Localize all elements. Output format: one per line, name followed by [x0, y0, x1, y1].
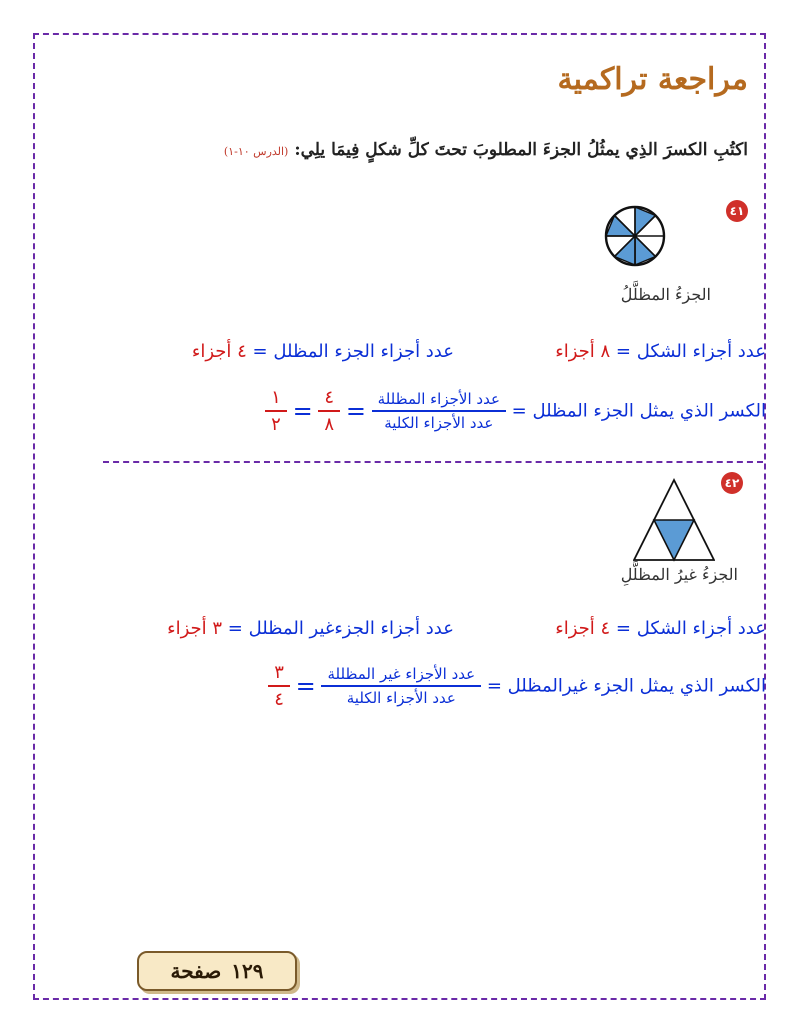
problem-number-badge: ٤٢: [721, 472, 743, 494]
total-parts-line: [555, 341, 766, 362]
part-count-line: [167, 618, 454, 639]
triangle-figure: [633, 477, 715, 563]
problem-number-badge: ٤١: [726, 200, 748, 222]
simplified-fraction: [265, 387, 287, 435]
sector-dividers: [606, 207, 664, 265]
circle-figure: [604, 205, 666, 267]
page-number-box: [137, 951, 297, 991]
fraction-denominator: ٤: [274, 689, 284, 710]
fraction-line: [265, 387, 766, 435]
shaded-triangle: [654, 520, 694, 560]
page-label: صفحة: [170, 959, 222, 983]
equals-sign: =: [292, 397, 313, 425]
fraction-word-numerator: عدد الأجزاء غير المظللة: [321, 665, 481, 687]
total-parts-line: [555, 618, 766, 639]
instruction-text: اكتُبِ الكسرَ الذِي يمثُلُ الجزءَ المطلوبَ تحتَ كلِّ شكلٍ فِيمَا يلِي:: [294, 140, 748, 160]
fraction-word: [372, 390, 506, 432]
total-parts-value: ٨ أجزاء: [555, 341, 611, 362]
fraction-label: الكسر الذي يمثل الجزء غيرالمظلل =: [486, 675, 766, 697]
fraction-word-numerator: عدد الأجزاء المظللة: [372, 390, 506, 412]
part-count-value: ٤ أجزاء: [191, 341, 247, 362]
fraction-denominator: ٨: [324, 414, 335, 435]
figure-caption: الجزءُ غيرُ المظلَّلِ: [620, 565, 738, 584]
fraction-numerator: ٣: [268, 662, 290, 687]
fraction-label: الكسر الذي يمثل الجزء المظلل =: [511, 400, 766, 422]
equals-sign: =: [345, 397, 366, 425]
part-count-value: ٣ أجزاء: [167, 618, 223, 639]
fraction-value: [318, 387, 340, 435]
total-parts-value: ٤ أجزاء: [555, 618, 611, 639]
equals-sign: =: [295, 672, 316, 700]
total-parts-label: عدد أجزاء الشكل =: [615, 618, 766, 639]
page-number: ١٢٩: [231, 959, 264, 983]
part-count-line: [192, 341, 454, 362]
fraction-line: [268, 662, 766, 710]
instruction: [224, 140, 748, 160]
simplified-numerator: ١: [265, 387, 287, 412]
section-title: مراجعة تراكمية: [557, 62, 748, 97]
part-count-label: عدد أجزاء الجزءغير المظلل =: [227, 618, 454, 639]
section-divider: [103, 461, 763, 463]
fraction-numerator: ٤: [318, 387, 340, 412]
fraction-word-denominator: عدد الأجزاء الكلية: [346, 689, 456, 707]
fraction-word-denominator: عدد الأجزاء الكلية: [384, 414, 494, 432]
fraction-word: [321, 665, 481, 707]
figure-caption: الجزءُ المظلَّلُ: [620, 285, 711, 304]
fraction-value: [268, 662, 290, 710]
part-count-label: عدد أجزاء الجزء المظلل =: [252, 341, 454, 362]
lesson-reference: (الدرس ١٠-١): [223, 145, 289, 158]
total-parts-label: عدد أجزاء الشكل =: [615, 341, 766, 362]
simplified-denominator: ٢: [271, 414, 281, 435]
